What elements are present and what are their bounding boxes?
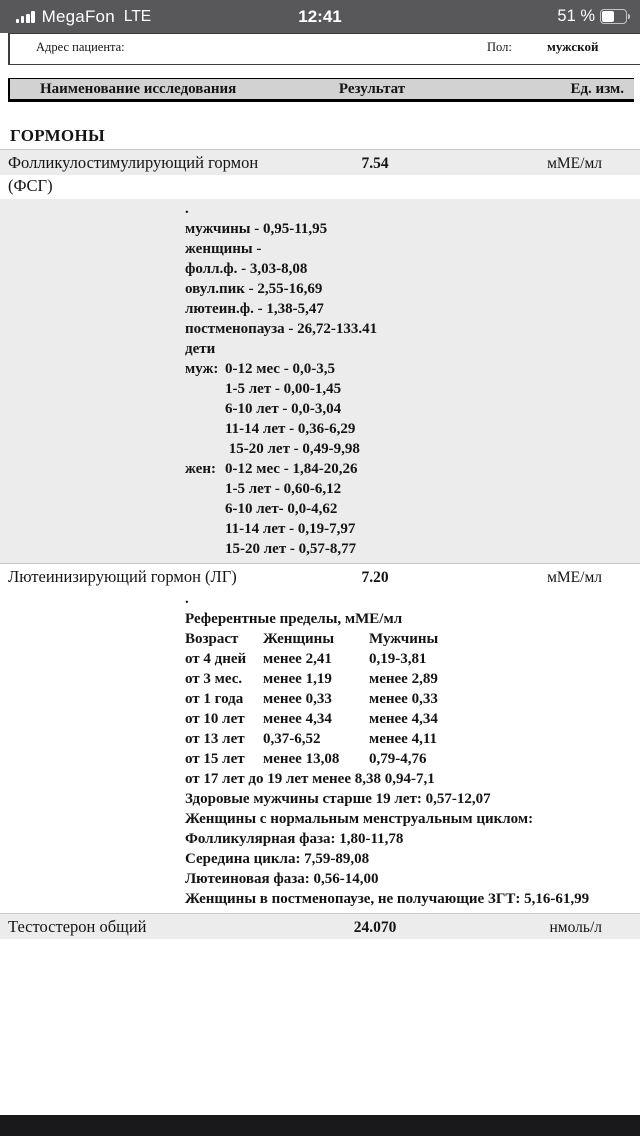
test-result: 7.20: [361, 569, 389, 586]
reference-cell: Мужчины: [369, 631, 439, 647]
reference-cell: 0-12 мес - 1,84-20,26: [225, 461, 358, 477]
reference-line: [185, 199, 640, 219]
reference-line: [185, 769, 640, 789]
reference-cell: 1-5 лет - 0,00-1,45: [225, 381, 342, 397]
reference-cell: Здоровые мужчины старше 19 лет: 0,57-12,07: [185, 791, 491, 807]
reference-cell: от 17 лет до 19 лет менее 8,38 0,94-7,1: [185, 771, 435, 787]
reference-line: [185, 499, 640, 519]
reference-cell: Возраст: [185, 631, 239, 647]
reference-line: [185, 479, 640, 499]
reference-cell: лютеин.ф. - 1,38-5,47: [185, 301, 324, 317]
reference-cell: 0,37-6,52: [263, 731, 321, 747]
reference-cell: 11-14 лет - 0,19-7,97: [225, 521, 356, 537]
reference-cell: менее 1,19: [263, 671, 332, 687]
reference-line: [185, 809, 640, 829]
reference-cell: 6-10 лет - 0,0-3,04: [225, 401, 342, 417]
reference-cell: 6-10 лет- 0,0-4,62: [225, 501, 338, 517]
reference-cell: от 13 лет: [185, 731, 245, 747]
reference-line: [185, 419, 640, 439]
reference-block: [0, 199, 640, 563]
reference-line: [185, 889, 640, 909]
reference-line: [185, 339, 640, 359]
reference-cell: менее 2,41: [263, 651, 332, 667]
reference-cell: от 15 лет: [185, 751, 245, 767]
reference-cell: мужчины - 0,95-11,95: [185, 221, 328, 237]
reference-line: [185, 459, 640, 479]
reference-cell: 0-12 мес - 0,0-3,5: [225, 361, 335, 377]
reference-line: [185, 609, 640, 629]
patient-address-label: Адрес пациента:: [36, 40, 125, 54]
reference-cell: 15-20 лет - 0,49-9,98: [225, 441, 360, 457]
reference-block: [0, 589, 640, 913]
reference-line: [185, 299, 640, 319]
test-unit: нмоль/л: [549, 919, 602, 936]
reference-cell: 0,79-4,76: [369, 751, 427, 767]
reference-cell: Лютеиновая фаза: 0,56-14,00: [185, 871, 379, 887]
reference-cell: жен:: [185, 461, 216, 477]
reference-line: [185, 589, 640, 609]
test-result: 7.54: [361, 155, 389, 172]
test-row: [0, 563, 640, 589]
status-bar: [0, 0, 640, 33]
reference-line: [185, 649, 640, 669]
test-name: Тестостерон общий: [8, 917, 147, 936]
patient-sex-value: мужской: [547, 39, 599, 54]
reference-cell: .: [185, 591, 189, 607]
reference-line: [185, 749, 640, 769]
test-row: [0, 913, 640, 939]
column-header-result: Результат: [338, 80, 406, 97]
reference-line: [185, 829, 640, 849]
reference-cell: дети: [185, 341, 216, 357]
test-name-line2: (ФСГ): [0, 175, 640, 199]
signal-strength-icon: [16, 11, 35, 23]
test-name: Лютеинизирующий гормон (ЛГ): [8, 567, 237, 586]
reference-cell: .: [185, 201, 189, 217]
reference-line: [185, 219, 640, 239]
reference-line: [185, 359, 640, 379]
reference-line: [185, 519, 640, 539]
reference-cell: 15-20 лет - 0,57-8,77: [225, 541, 357, 557]
reference-cell: 11-14 лет - 0,36-6,29: [225, 421, 356, 437]
reference-line: [185, 689, 640, 709]
reference-cell: Женщины: [263, 631, 335, 647]
reference-line: [185, 539, 640, 559]
reference-cell: менее 2,89: [369, 671, 438, 687]
reference-cell: фолл.ф. - 3,03-8,08: [185, 261, 308, 277]
carrier-label: MegaFon: [41, 6, 115, 26]
test-row: [0, 149, 640, 175]
reference-cell: менее 0,33: [369, 691, 438, 707]
reference-line: [185, 669, 640, 689]
reference-cell: от 4 дней: [185, 651, 247, 667]
reference-line: [185, 439, 640, 459]
status-bar-left: [16, 0, 151, 33]
reference-cell: менее 4,11: [369, 731, 438, 747]
section-title-hormones: ГОРМОНЫ: [10, 126, 105, 145]
reference-line: [185, 259, 640, 279]
reference-cell: от 1 года: [185, 691, 244, 707]
status-bar-right: [557, 0, 630, 33]
reference-cell: Середина цикла: 7,59-89,08: [185, 851, 370, 867]
bottom-bar: [0, 1115, 640, 1136]
test-result: 24.070: [353, 919, 397, 936]
reference-line: [185, 849, 640, 869]
reference-cell: постменопауза - 26,72-133.41: [185, 321, 378, 337]
reference-cell: муж:: [185, 361, 219, 377]
reference-cell: Референтные пределы, мМЕ/мл: [185, 611, 403, 627]
reference-line: [185, 319, 640, 339]
test-unit: мМЕ/мл: [547, 569, 602, 586]
reference-line: [185, 729, 640, 749]
reference-line: [185, 379, 640, 399]
patient-sex-label: Пол:: [487, 40, 512, 54]
reference-cell: менее 0,33: [263, 691, 332, 707]
battery-percent-label: 51 %: [557, 7, 595, 25]
reference-cell: Женщины с нормальным менструальным циклом:: [185, 811, 534, 827]
reference-cell: женщины -: [185, 241, 262, 257]
reference-cell: менее 4,34: [263, 711, 332, 727]
reference-line: [185, 869, 640, 889]
reference-line: [185, 239, 640, 259]
reference-line: [185, 629, 640, 649]
battery-icon: [600, 9, 630, 24]
column-header-name: Наименование исследования: [40, 80, 237, 97]
reference-cell: овул.пик - 2,55-16,69: [185, 281, 323, 297]
reference-line: [185, 279, 640, 299]
reference-cell: 0,19-3,81: [369, 651, 427, 667]
reference-cell: Фолликулярная фаза: 1,80-11,78: [185, 831, 404, 847]
column-header-unit: Ед. изм.: [570, 80, 624, 97]
tests: [0, 149, 640, 939]
reference-cell: 1-5 лет - 0,60-6,12: [225, 481, 342, 497]
results-table-header: [8, 78, 634, 102]
patient-info-box: [8, 33, 640, 65]
test-name: Фолликулостимулирующий гормон: [8, 153, 259, 172]
reference-cell: Женщины в постменопаузе, не получающие ЗГТ: 5,16-61,99: [185, 891, 590, 907]
reference-cell: от 3 мес.: [185, 671, 243, 687]
test-unit: мМЕ/мл: [547, 155, 602, 172]
reference-cell: менее 13,08: [263, 751, 340, 767]
network-type-label: LTE: [123, 7, 152, 25]
clock: 12:41: [298, 6, 342, 26]
reference-line: [185, 399, 640, 419]
document-view[interactable]: [0, 33, 640, 1115]
reference-cell: от 10 лет: [185, 711, 245, 727]
reference-line: [185, 789, 640, 809]
reference-cell: менее 4,34: [369, 711, 438, 727]
reference-line: [185, 709, 640, 729]
